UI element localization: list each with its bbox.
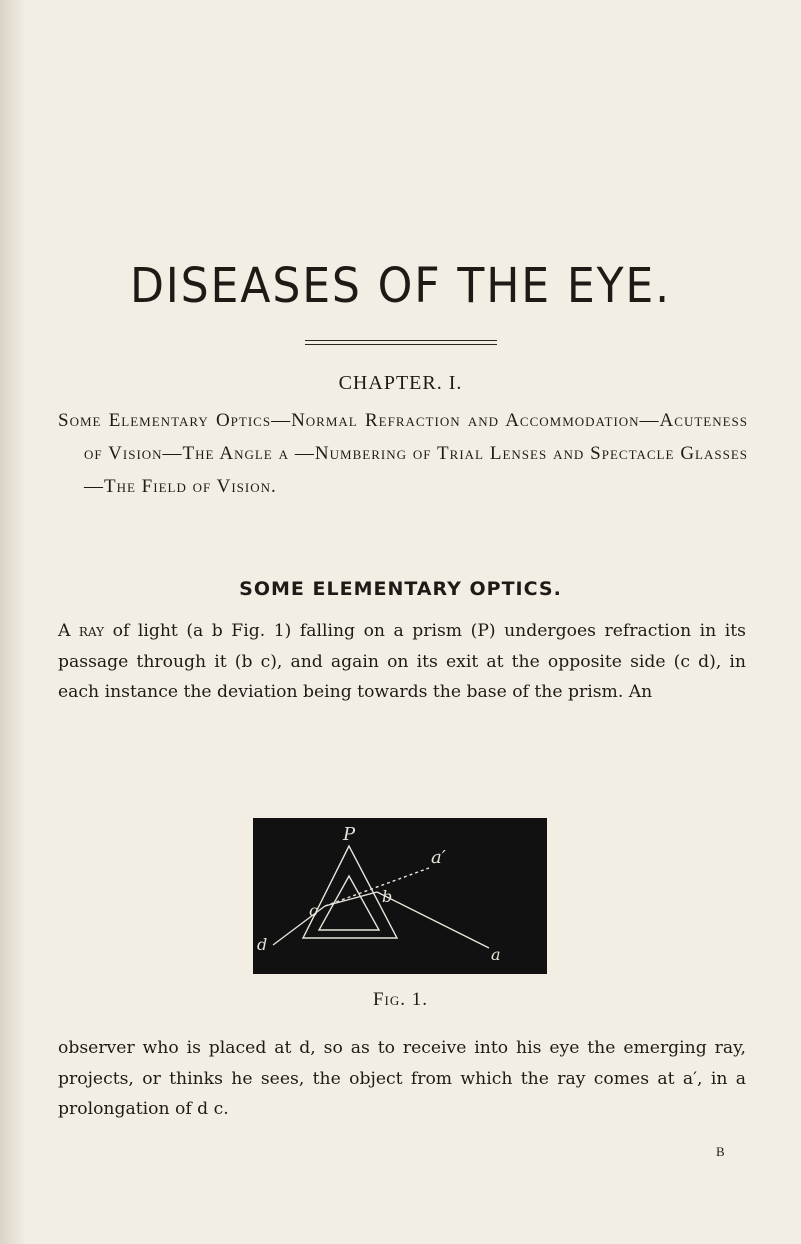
prism-diagram-svg: [253, 818, 547, 974]
section-heading: SOME ELEMENTARY OPTICS.: [239, 578, 562, 600]
label-c: c: [309, 901, 318, 920]
label-d: d: [257, 935, 268, 954]
label-p: P: [343, 824, 356, 845]
paragraph-observer: observer who is placed at d, so as to receive into his eye the emerging ray, projects, or thinks he sees, the object from which the ray comes at a′, in a prolongation of d c.: [58, 1038, 746, 1119]
chapter-summary: Some Elementary Optics—Normal Refraction and Accommodation—Acuteness of Vision—The Angle α —Numbering of Trial Lenses and Spectacle Glasses—The Field of Vision.: [58, 410, 748, 497]
label-b: b: [382, 887, 393, 906]
label-a: a: [491, 945, 501, 964]
paragraph-prism: [58, 616, 746, 708]
figure-prism-diagram: [253, 818, 547, 974]
label-a-prime: a′: [431, 847, 446, 868]
chapter-heading: CHAPTER. I.: [338, 372, 463, 394]
title-double-rule: [305, 340, 497, 345]
book-title: DISEASES OF THE EYE.: [129, 258, 672, 314]
paragraph-prism-text: of light (a b Fig. 1) falling on a prism (P) undergoes refraction in its passage through it (b c), and again on its exit at the opposite side (c d), in each instance the deviation being towards the base of the prism. An: [58, 621, 746, 702]
figure-background: [253, 818, 547, 974]
paragraph-lead-words: A ray: [58, 621, 105, 641]
signature-mark: B: [716, 1144, 725, 1159]
page-edge-shadow: [0, 0, 26, 1244]
figure-caption: Fig. 1.: [372, 989, 429, 1010]
